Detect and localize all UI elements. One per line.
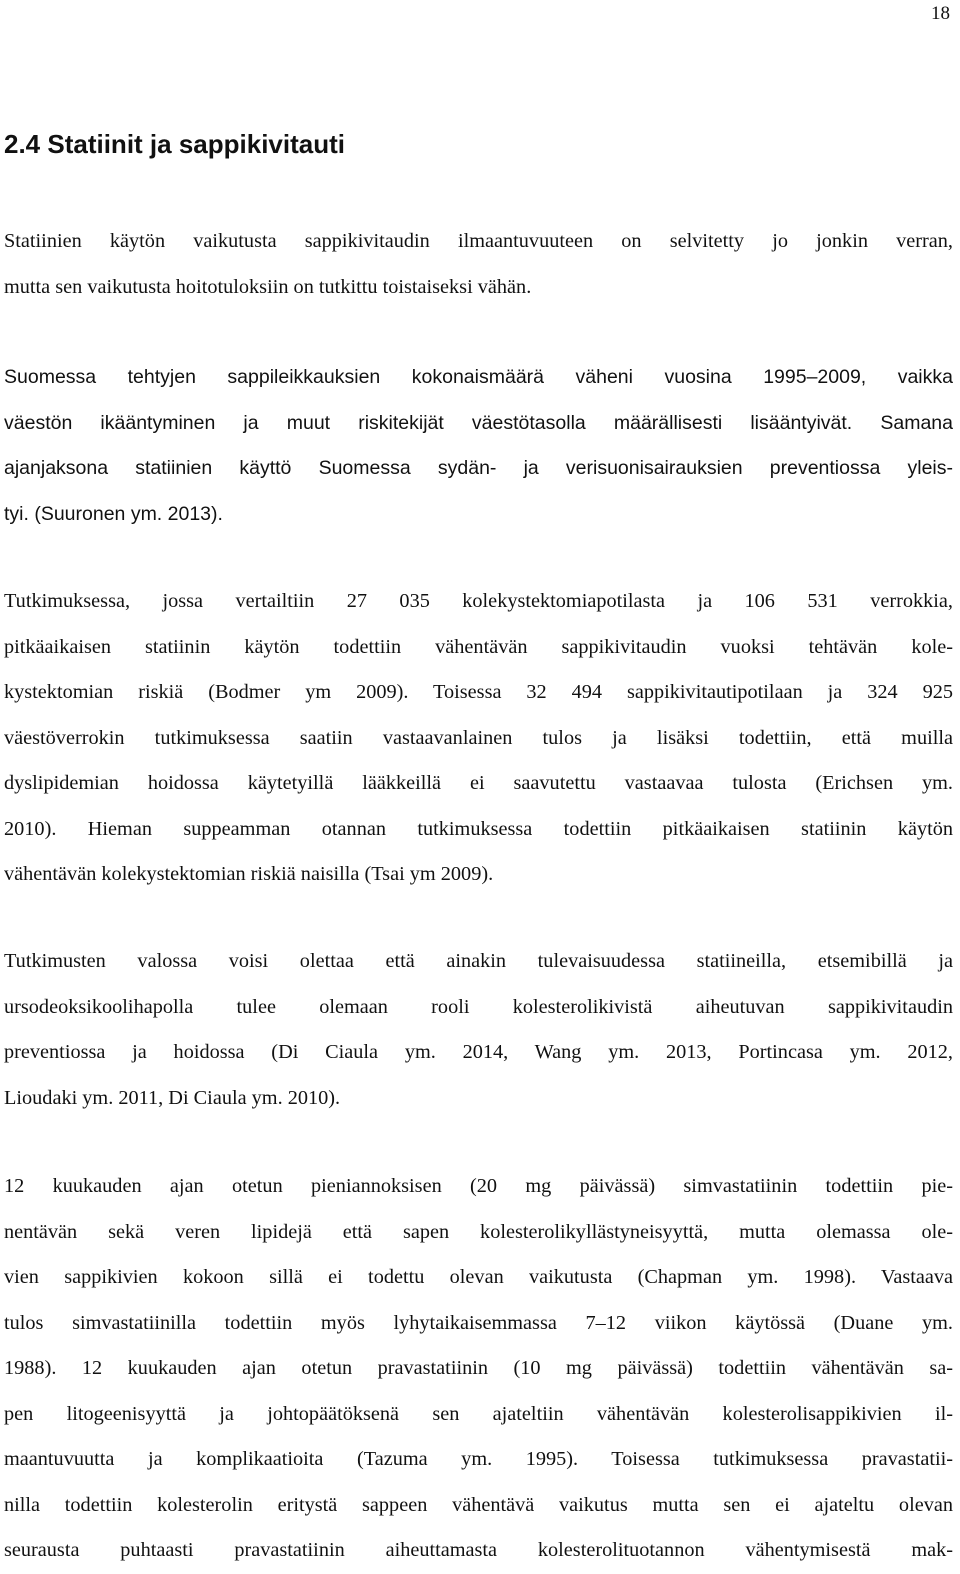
text-line: dyslipidemian hoidossa käytetyillä lääkkeillä ei saavutettu vastaavaa tulosta (Erichsen ym. <box>4 772 953 794</box>
text-line: preventiossa ja hoidossa (Di Ciaula ym. 2014, Wang ym. 2013, Portincasa ym. 2012, <box>4 1041 953 1063</box>
text-line: väestöverrokin tutkimuksessa saatiin vastaavanlainen tulos ja lisäksi todettiin, että muilla <box>4 726 953 749</box>
text-line: vien sappikivien kokoon sillä ei todettu olevan vaikutusta (Chapman ym. 1998). Vastaava <box>4 1266 953 1288</box>
text-line: maantuvuutta ja komplikaatioita (Tazuma ym. 1995). Toisessa tutkimuksessa pravastatii- <box>4 1448 953 1470</box>
text-line: Statiinien käytön vaikutusta sappikivitaudin ilmaantuvuuteen on selvitetty jo jonkin verran, <box>4 230 953 252</box>
text-line: vähentävän kolekystektomian riskiä naisilla (Tsai ym 2009). <box>4 863 494 885</box>
text-line: 2010). Hieman suppeamman otannan tutkimuksessa todettiin pitkäaikaisen statiinin käytön <box>4 817 953 840</box>
section-heading: 2.4 Statiinit ja sappikivitauti <box>4 129 345 159</box>
text-line: seurausta puhtaasti pravastatiinin aiheuttamasta kolesterolituotannon vähentymisestä mak- <box>4 1539 953 1561</box>
text-line: ursodeoksikoolihapolla tulee olemaan rooli kolesterolikivistä aiheutuvan sappikivitaudin <box>4 995 953 1018</box>
text-line: 1988). 12 kuukauden ajan otetun pravastatiinin (10 mg päivässä) todettiin vähentävän sa- <box>4 1357 953 1379</box>
text-line: kystektomian riskiä (Bodmer ym 2009). Toisessa 32 494 sappikivitautipotilaan ja 324 925 <box>4 681 953 703</box>
text-line: Tutkimuksessa, jossa vertailtiin 27 035 kolekystektomiapotilasta ja 106 531 verrokkia, <box>4 590 953 612</box>
text-line: Suomessa tehtyjen sappileikkauksien kokonaismäärä väheni vuosina 1995–2009, vaikka <box>4 366 953 388</box>
text-line: Lioudaki ym. 2011, Di Ciaula ym. 2010). <box>4 1086 341 1109</box>
text-line: 12 kuukauden ajan otetun pieniannoksisen (20 mg päivässä) simvastatiinin todettiin pie- <box>4 1175 953 1197</box>
page-number: 18 <box>931 3 950 24</box>
paragraph-3 <box>4 579 953 898</box>
text-line: pitkäaikaisen statiinin käytön todettiin vähentävän sappikivitaudin vuoksi tehtävän kole- <box>4 635 953 658</box>
paragraph-1 <box>4 219 953 310</box>
paragraph-5 <box>4 1164 953 1574</box>
text-line: pen litogeenisyyttä ja johtopäätöksenä sen ajateltiin vähentävän kolesterolisappikivien il- <box>4 1402 953 1425</box>
text-line: mutta sen vaikutusta hoitotuloksiin on tutkittu toistaiseksi vähän. <box>4 275 532 298</box>
paragraph-2 <box>4 355 953 537</box>
text-line-part: Samana <box>880 411 953 434</box>
text-line: Tutkimusten valossa voisi olettaa että ainakin tulevaisuudessa statiineilla, etsemibillä ja <box>4 950 953 972</box>
text-line: nentävän sekä veren lipidejä että sapen kolesterolikyllästyneisyyttä, mutta olemassa ole- <box>4 1220 953 1243</box>
text-line: tulos simvastatiinilla todettiin myös lyhytaikaisemmassa 7–12 viikon käytössä (Duane ym. <box>4 1311 953 1334</box>
text-line: nilla todettiin kolesterolin eritystä sappeen vähentävä vaikutus mutta sen ei ajateltu olevan <box>4 1493 953 1516</box>
text-line-part: väestön ikääntyminen ja muut riskitekijät väestötasolla määrällisesti lisääntyivät. <box>4 411 853 434</box>
paragraph-4 <box>4 939 953 1121</box>
text-line: ajanjaksona statiinien käyttö Suomessa sydän- ja verisuonisairauksien preventiossa yleis- <box>4 457 953 479</box>
text-line: tyi. (Suuronen ym. 2013). <box>4 502 223 525</box>
text-line <box>4 401 953 447</box>
